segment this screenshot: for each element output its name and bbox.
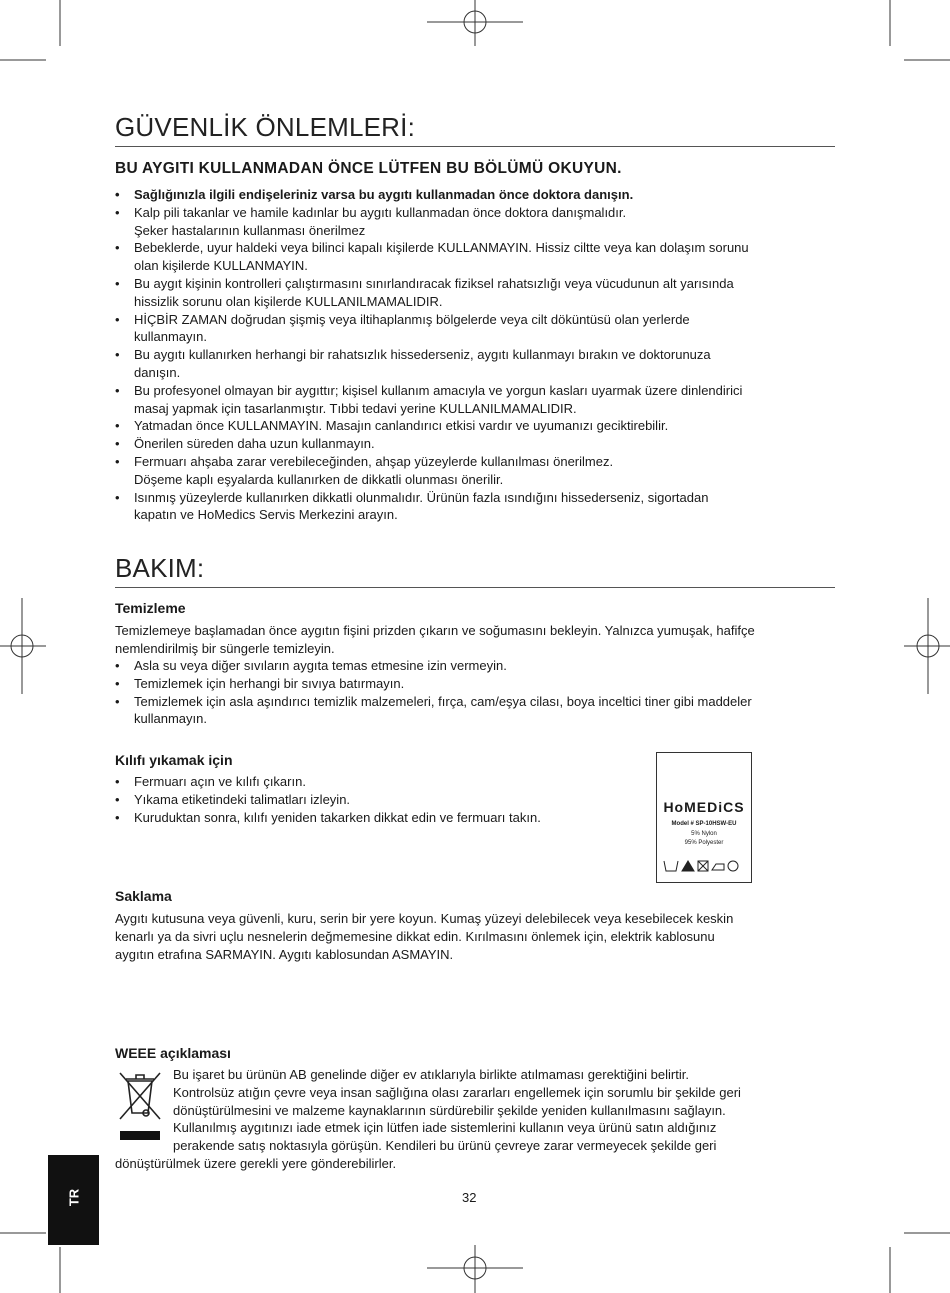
list-item-line: danışın. <box>134 364 181 380</box>
list-item-line: Önerilen süreden daha uzun kullanmayın. <box>134 436 375 452</box>
list-item-line: Bu profesyonel olmayan bir aygıttır; kişisel kullanım amacıyla ve yorgun kasları uyarmak üzere dinlendirici <box>134 382 743 398</box>
list-item-line: kullanmayın. <box>134 711 207 727</box>
page-number: 32 <box>462 1190 477 1205</box>
list-item-line: masaj yapmak için tasarlanmıştır. Tıbbi tedavi yerine KULLANILMAMALIDIR. <box>134 400 577 416</box>
list-item-line: Isınmış yüzeylerde kullanırken dikkatli olunmalıdır. Ürünün fazla ısındığını hissederseniz, sigortadan <box>134 489 709 505</box>
list-item-line: Şeker hastalarının kullanması önerilmez <box>134 222 366 238</box>
list-item <box>115 453 845 489</box>
title-divider <box>115 146 835 147</box>
list-item <box>115 435 845 453</box>
list-item <box>115 204 845 240</box>
list-item-line: Bebeklerde, uyur haldeki veya bilinci kapalı kişilerde KULLANMAYIN. Hissiz ciltte veya kan dolaşım sorunu <box>134 240 749 256</box>
list-item <box>115 239 845 275</box>
wash-icon <box>664 861 678 871</box>
text-line: Temizlemeye başlamadan önce aygıtın fişini prizden çıkarın ve soğumasını bekleyin. Yalnızca yumuşak, hafifçe <box>115 623 755 638</box>
text-line: Kontrolsüz atığın çevre veya insan sağlığına olası zararları engellemek için sorumlu bir şekilde geri <box>173 1084 741 1100</box>
list-item-line: Temizlemek için herhangi bir sıvıya batırmayın. <box>134 675 405 691</box>
text-line: Kullanılmış aygıtınızı iade etmek için lütfen iade sistemlerini kullanın veya ürünü satın aldığınız <box>173 1120 717 1136</box>
list-item-line: Kalp pili takanlar ve hamile kadınlar bu aygıtı kullanmadan önce doktora danışmalıdır. <box>134 204 627 220</box>
list-item-line: Yıkama etiketindeki talimatları izleyin. <box>134 791 351 807</box>
list-item <box>115 275 845 311</box>
list-item-line: Bu aygıt kişinin kontrolleri çalıştırmasını sınırlandıracak fiziksel rahatsızlığı veya vücudunun alt yarısında <box>134 275 734 291</box>
iron-icon <box>712 864 724 870</box>
list-item <box>115 186 845 204</box>
dry-clean-icon <box>728 861 738 871</box>
text-line: Aygıtı kutusuna veya güvenli, kuru, serin bir yere koyun. Kumaş yüzeyi delebilecek veya kesebilecek keskin <box>115 911 734 926</box>
text-line: Bu işaret bu ürünün AB genelinde diğer ev atıklarıyla birlikte atılmaması gerektiğini belirtir. <box>173 1067 689 1082</box>
cleaning-list <box>115 657 845 728</box>
label-model: Model # SP-10HSW-EU <box>671 821 737 827</box>
safety-subtitle: BU AYGITI KULLANMADAN ÖNCE LÜTFEN BU BÖLÜMÜ OKUYUN. <box>115 160 622 177</box>
washing-heading: Kılıfı yıkamak için <box>115 752 233 768</box>
text-line: nemlendirilmiş bir süngerle temizleyin. <box>115 640 335 656</box>
list-item-line: Sağlığınızla ilgili endişeleriniz varsa bu aygıtı kullanmadan önce doktora danışın. <box>134 187 634 202</box>
text-line: kenarlı ya da sivri uçlu nesnelerin değmemesine dikkat edin. Kırılmasını önlemek için, elektrik kablosunu <box>115 928 715 944</box>
cleaning-intro <box>115 622 840 658</box>
text-line: aygıtın etrafına SARMAYIN. Aygıtı kablosundan ASMAYIN. <box>115 946 454 962</box>
language-tab <box>48 1155 99 1245</box>
wash-label-image <box>656 752 752 883</box>
safety-title: GÜVENLİK ÖNLEMLERİ: <box>115 112 415 142</box>
list-item-line: HİÇBİR ZAMAN doğrudan şişmiş veya iltihaplanmış bölgelerde veya cilt döküntüsü olan yerlerde <box>134 311 690 327</box>
list-item <box>115 346 845 382</box>
no-bleach-icon <box>682 861 694 871</box>
list-item-line: Bu aygıtı kullanırken herhangi bir rahatsızlık hissederseniz, aygıtı kullanmayı bırakın ve doktorunuza <box>134 347 711 363</box>
list-item <box>115 693 845 729</box>
list-item-line: Kuruduktan sonra, kılıfı yeniden takarken dikkat edin ve fermuarı takın. <box>134 809 541 825</box>
list-item-line: Asla su veya diğer sıvıların aygıta temas etmesine izin vermeyin. <box>134 658 507 673</box>
list-item <box>115 791 635 809</box>
list-item <box>115 809 635 827</box>
storage-heading: Saklama <box>115 888 172 904</box>
care-divider <box>115 587 835 588</box>
list-item <box>115 311 845 347</box>
storage-text <box>115 910 840 963</box>
weee-text <box>115 1066 840 1173</box>
list-item <box>115 417 845 435</box>
weee-heading: WEEE açıklaması <box>115 1045 231 1061</box>
list-item <box>115 675 845 693</box>
list-item <box>115 382 845 418</box>
cleaning-heading: Temizleme <box>115 600 186 616</box>
care-title: BAKIM: <box>115 553 205 583</box>
language-tab-label: TR <box>66 1188 82 1207</box>
list-item-line: olan kişilerde KULLANMAYIN. <box>134 258 308 274</box>
text-line: dönüştürülmesini ve malzeme kaynaklarının sürdürebilir şekilde yeniden kullanılmasını sağlayın. <box>173 1102 726 1118</box>
safety-list <box>115 186 845 524</box>
list-item <box>115 773 635 791</box>
list-item-line: kapatın ve HoMedics Servis Merkezini arayın. <box>134 507 398 523</box>
text-line: dönüştürülmek üzere gerekli yere gönderebilirler. <box>115 1155 397 1171</box>
text-line: perakende satış noktasıyla görüşün. Kendileri bu ürünü çevreye zarar vermeyecek şekilde geri <box>173 1138 717 1154</box>
label-polyester: 95% Polyester <box>684 840 724 846</box>
list-item-line: Fermuarı açın ve kılıfı çıkarın. <box>134 774 306 789</box>
list-item-line: hissizlik sorunu olan kişilerde KULLANILMAMALIDIR. <box>134 293 443 309</box>
label-brand: HoMEDiCS <box>663 799 745 815</box>
list-item <box>115 489 845 525</box>
label-nylon: 5% Nylon <box>691 831 717 837</box>
list-item-line: kullanmayın. <box>134 329 207 345</box>
list-item-line: Fermuarı ahşaba zarar verebileceğinden, ahşap yüzeylerde kullanılması önerilmez. <box>134 453 614 469</box>
list-item-line: Döşeme kaplı eşyalarda kullanırken de dikkatli olunması önerilir. <box>134 471 504 487</box>
washing-list <box>115 773 635 826</box>
care-symbols-icon <box>663 859 747 873</box>
list-item-line: Yatmadan önce KULLANMAYIN. Masajın canlandırıcı etkisi vardır ve uyumanızı geciktirebilir. <box>134 418 669 434</box>
list-item <box>115 657 845 675</box>
list-item-line: Temizlemek için asla aşındırıcı temizlik malzemeleri, fırça, cam/eşya cilası, boya inceltici tiner gibi maddeler <box>134 693 752 709</box>
